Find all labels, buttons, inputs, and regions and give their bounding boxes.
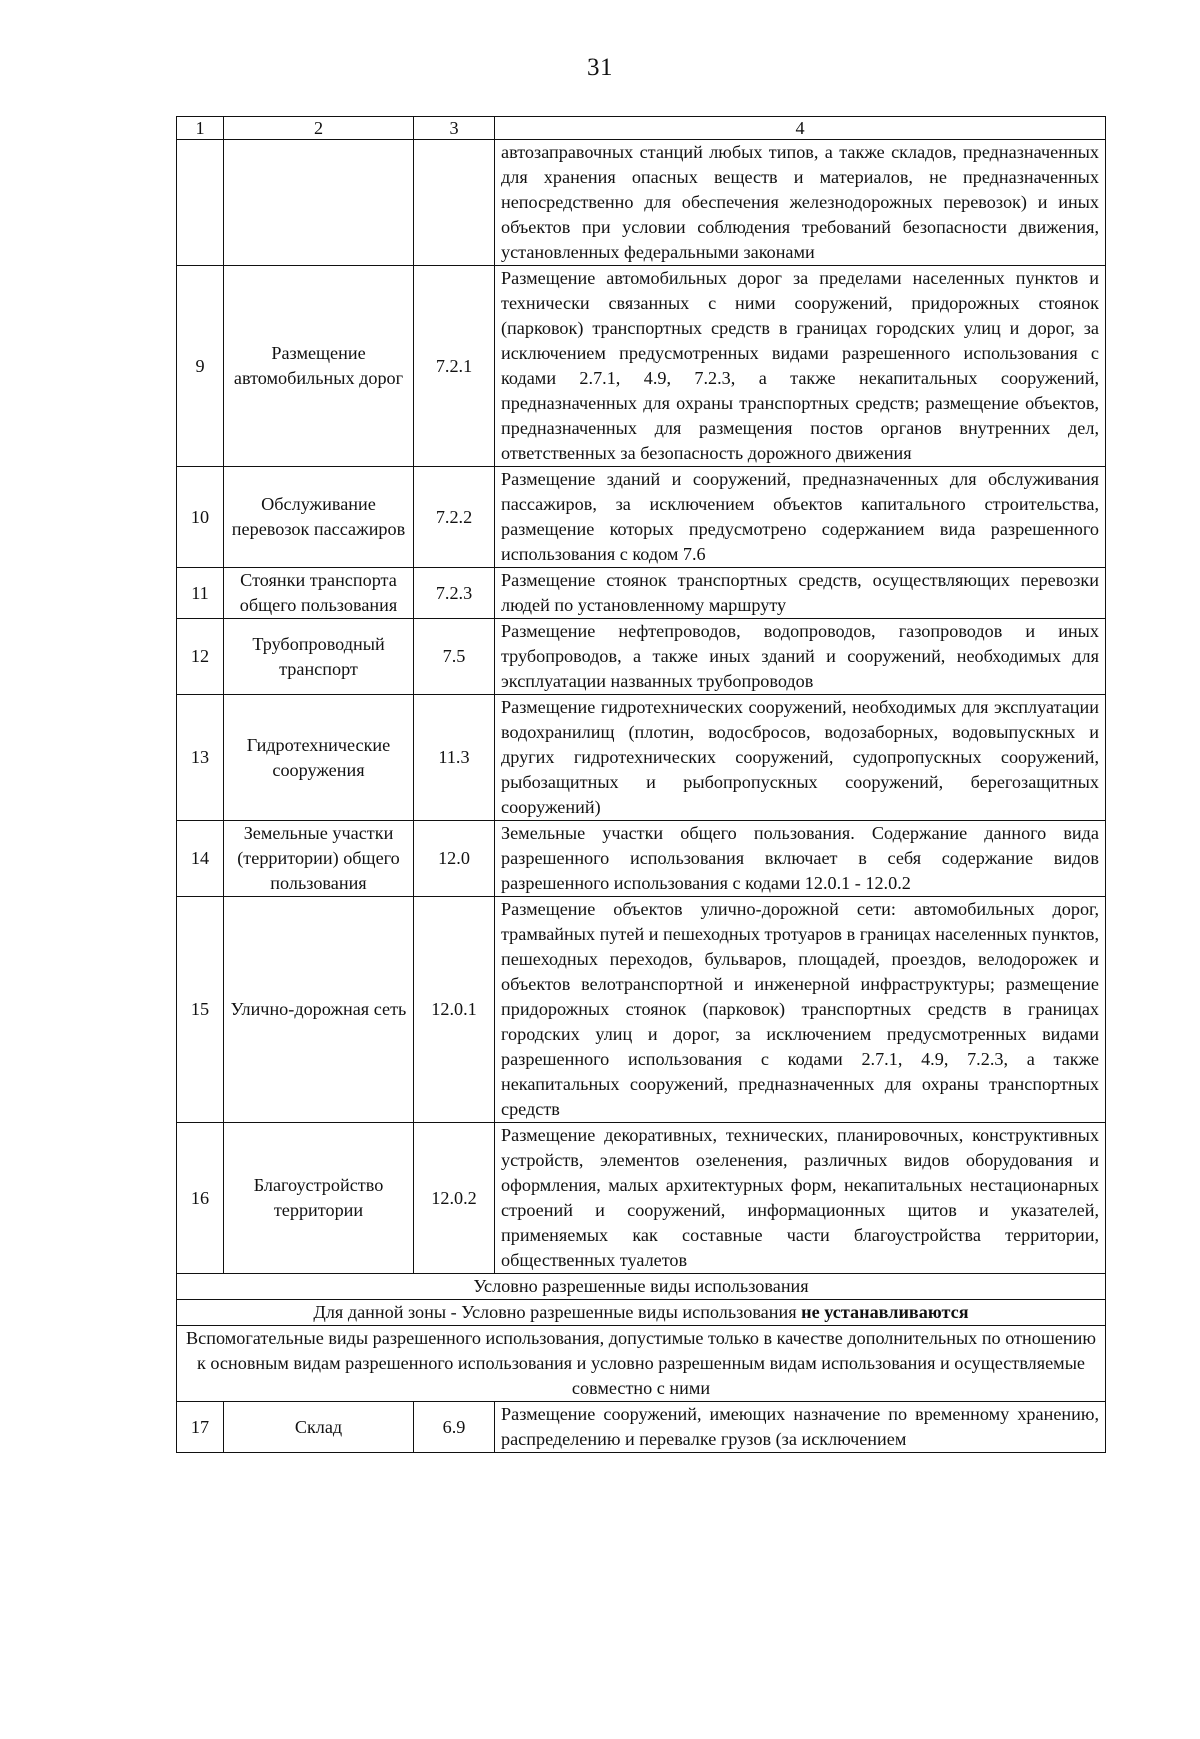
row-number: 9	[177, 266, 224, 467]
row-code: 7.2.2	[414, 467, 495, 568]
conditional-note-row	[177, 1300, 1106, 1326]
row-number: 17	[177, 1402, 224, 1453]
conditional-note-emphasis: не устанавливаются	[801, 1302, 969, 1322]
row-name: Стоянки транспорта общего пользования	[224, 568, 414, 619]
row-code: 7.5	[414, 619, 495, 695]
row-number: 16	[177, 1123, 224, 1274]
conditional-note	[177, 1300, 1106, 1326]
table-row	[177, 897, 1106, 1123]
row-number: 15	[177, 897, 224, 1123]
row-description: Размещение декоративных, технических, планировочных, конструктивных устройств, элементов озеленения, различных видов оборудования и оформления, малых архитектурных форм, некапитальных нестационарных строений и сооружений, информационных щитов и указателей, применяемых как составные части благоустройства территории, общественных туалетов	[495, 1123, 1106, 1274]
row-name: Размещение автомобильных дорог	[224, 266, 414, 467]
row-code: 7.2.1	[414, 266, 495, 467]
header-col-2: 2	[224, 117, 414, 140]
row-number: 10	[177, 467, 224, 568]
row-name: Обслуживание перевозок пассажиров	[224, 467, 414, 568]
table-row	[177, 266, 1106, 467]
row-name: Склад	[224, 1402, 414, 1453]
row-number	[177, 140, 224, 266]
row-description: Размещение объектов улично-дорожной сети: автомобильных дорог, трамвайных путей и пешеходных тротуаров в границах населенных пунктов, пешеходных переходов, бульваров, площадей, проездов, велодорожек и объектов велотранспортной и инженерной инфраструктуры; размещение придорожных стоянок (парковок) транспортных средств в границах городских улиц и дорог, за исключением предусмотренных видами разрешенного использования с кодами 2.7.1, 4.9, 7.2.3, а также некапитальных сооружений, предназначенных для охраны транспортных средств	[495, 897, 1106, 1123]
row-description: Размещение зданий и сооружений, предназначенных для обслуживания пассажиров, за исключением объектов капитального строительства, размещение которых предусмотрено содержанием вида разрешенного использования с кодом 7.6	[495, 467, 1106, 568]
row-code: 12.0.1	[414, 897, 495, 1123]
row-number: 14	[177, 821, 224, 897]
table-row	[177, 467, 1106, 568]
conditional-section-heading-row	[177, 1274, 1106, 1300]
conditional-section-heading: Условно разрешенные виды использования	[177, 1274, 1106, 1300]
row-description: Размещение нефтепроводов, водопроводов, газопроводов и иных трубопроводов, а также иных зданий и сооружений, необходимых для эксплуатации названных трубопроводов	[495, 619, 1106, 695]
row-description: Размещение сооружений, имеющих назначение по временному хранению, распределению и перевалке грузов (за исключением	[495, 1402, 1106, 1453]
row-name: Улично-дорожная сеть	[224, 897, 414, 1123]
table-row	[177, 568, 1106, 619]
table-row	[177, 695, 1106, 821]
row-code	[414, 140, 495, 266]
row-description: Размещение автомобильных дорог за пределами населенных пунктов и технически связанных с ними сооружений, придорожных стоянок (парковок) транспортных средств в границах городских улиц и дорог, за исключением предусмотренных видами разрешенного использования с кодами 2.7.1, 4.9, 7.2.3, а также некапитальных сооружений, предназначенных для охраны транспортных средств; размещение объектов, предназначенных для размещения постов органов внутренних дел, ответственных за безопасность дорожного движения	[495, 266, 1106, 467]
table-row	[177, 619, 1106, 695]
row-name: Земельные участки (территории) общего пользования	[224, 821, 414, 897]
header-col-1: 1	[177, 117, 224, 140]
conditional-note-text: Для данной зоны - Условно разрешенные виды использования	[313, 1302, 797, 1322]
row-code: 7.2.3	[414, 568, 495, 619]
row-name: Трубопроводный транспорт	[224, 619, 414, 695]
table-row	[177, 821, 1106, 897]
row-description: Размещение стоянок транспортных средств, осуществляющих перевозки людей по установленному маршруту	[495, 568, 1106, 619]
row-name: Благоустройство территории	[224, 1123, 414, 1274]
row-number: 11	[177, 568, 224, 619]
row-name	[224, 140, 414, 266]
table-row	[177, 1402, 1106, 1453]
row-code: 6.9	[414, 1402, 495, 1453]
page-number: 31	[587, 54, 613, 81]
auxiliary-section-heading: Вспомогательные виды разрешенного использования, допустимые только в качестве дополнительных по отношению к основным видам разрешенного использования и условно разрешенным видам использования и осуществляемые совместно с ними	[177, 1326, 1106, 1402]
row-name: Гидротехнические сооружения	[224, 695, 414, 821]
header-col-4: 4	[495, 117, 1106, 140]
row-code: 12.0.2	[414, 1123, 495, 1274]
row-code: 12.0	[414, 821, 495, 897]
row-description: Земельные участки общего пользования. Содержание данного вида разрешенного использования включает в себя содержание видов разрешенного использования с кодами 12.0.1 - 12.0.2	[495, 821, 1106, 897]
table-row	[177, 140, 1106, 266]
row-number: 13	[177, 695, 224, 821]
auxiliary-section-heading-row	[177, 1326, 1106, 1402]
land-use-table	[176, 116, 1106, 1453]
row-number: 12	[177, 619, 224, 695]
table-row	[177, 1123, 1106, 1274]
header-col-3: 3	[414, 117, 495, 140]
table-header-row	[177, 117, 1106, 140]
row-code: 11.3	[414, 695, 495, 821]
row-description: автозаправочных станций любых типов, а также складов, предназначенных для хранения опасных веществ и материалов, не предназначенных непосредственно для обеспечения железнодорожных перевозок) и иных объектов при условии соблюдения требований безопасности движения, установленных федеральными законами	[495, 140, 1106, 266]
row-description: Размещение гидротехнических сооружений, необходимых для эксплуатации водохранилищ (плотин, водосбросов, водозаборных, водовыпускных и других гидротехнических сооружений, судопропускных сооружений, рыбозащитных и рыбопропускных сооружений, берегозащитных сооружений)	[495, 695, 1106, 821]
